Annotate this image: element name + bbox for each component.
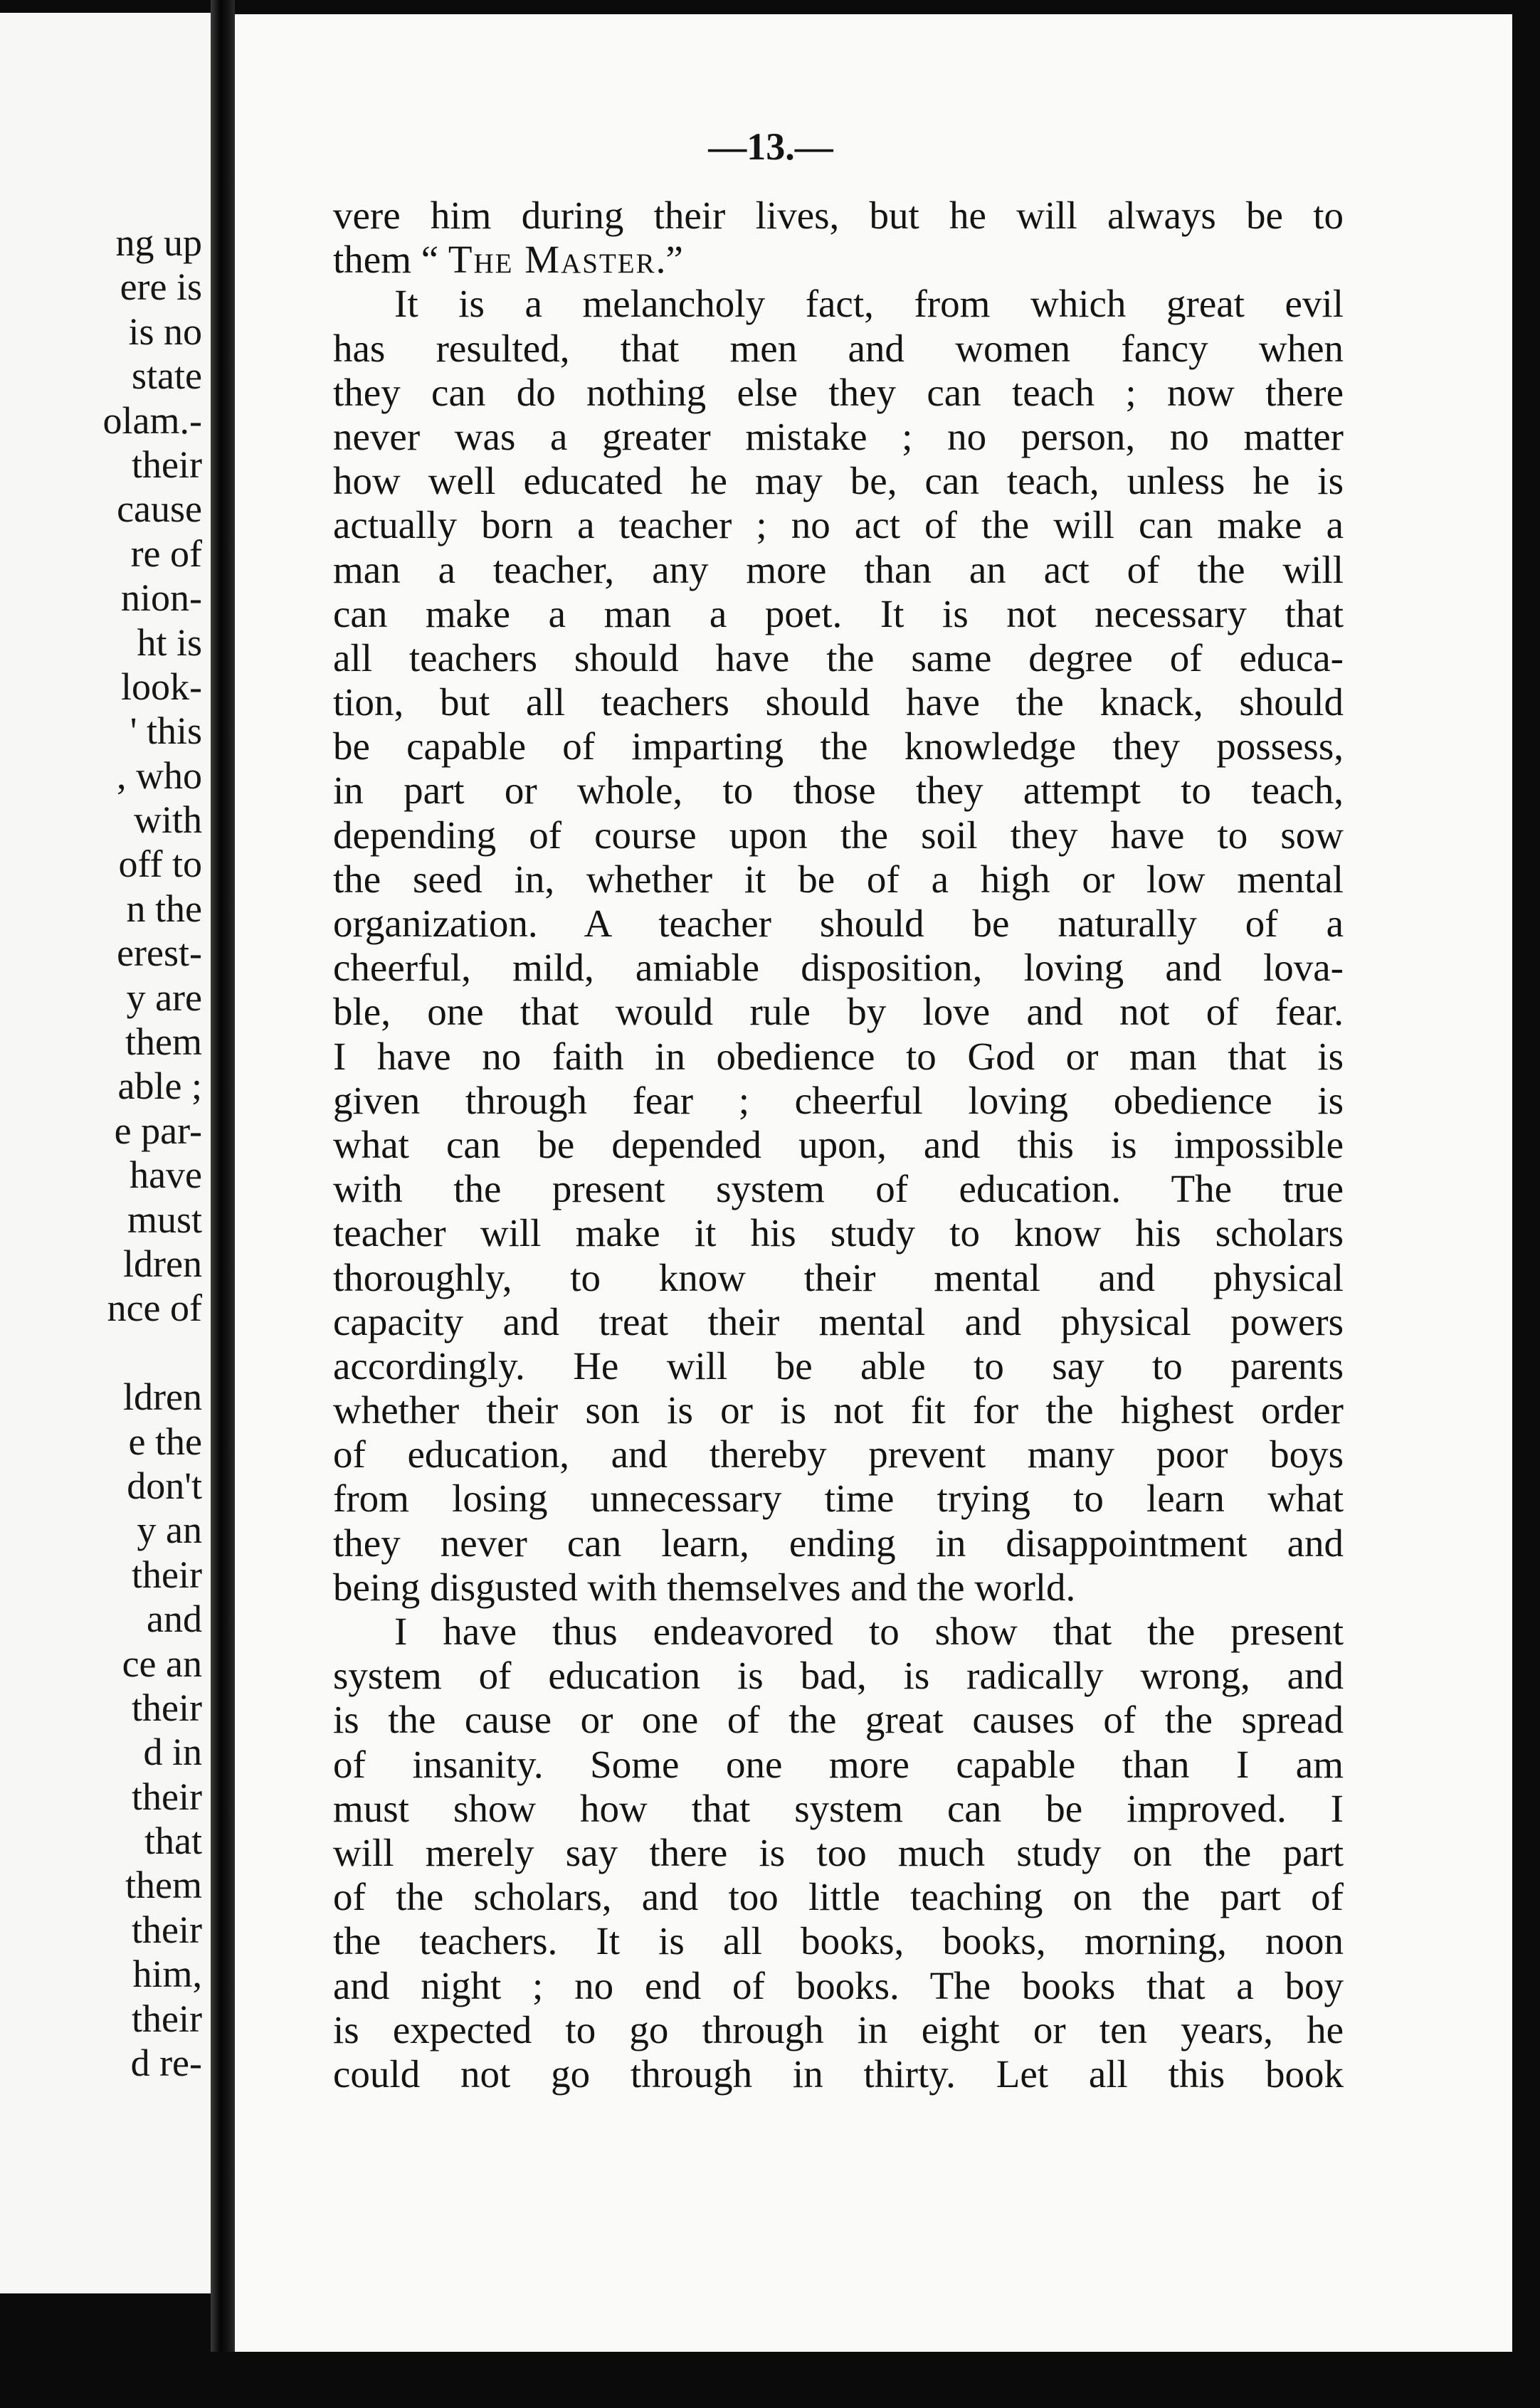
text-line: I have no faith in obedience to God or man that is <box>333 1034 1344 1078</box>
previous-page-line: olam.- <box>102 398 202 442</box>
text-line <box>333 238 1344 282</box>
previous-page-line: their <box>132 443 202 486</box>
text-line: whether their son is or is not fit for the highest order <box>333 1388 1344 1432</box>
text-line: accordingly. He will be able to say to parents <box>333 1343 1344 1388</box>
previous-page-line: ht is <box>137 621 202 664</box>
previous-page-line: off to <box>118 843 202 886</box>
previous-page-line: y are <box>126 976 202 1019</box>
text-line: has resulted, that men and women fancy when <box>333 326 1344 370</box>
text-line: the teachers. It is all books, books, morning, noon <box>333 1919 1344 1963</box>
previous-page-line: their <box>132 1553 202 1596</box>
previous-page-fragment <box>0 13 211 2293</box>
text-line: I have thus endeavored to show that the present <box>394 1610 1344 1653</box>
text-line: the seed in, whether it be of a high or low mental <box>333 857 1344 901</box>
previous-page-line: their <box>132 1775 202 1818</box>
text-line: they never can learn, ending in disappointment and <box>333 1521 1344 1565</box>
previous-page-line: don't <box>127 1464 202 1507</box>
text-line: is the cause or one of the great causes of the spread <box>333 1698 1344 1742</box>
previous-page-line: them <box>125 1020 202 1064</box>
text-line-lead: them “ <box>333 238 448 282</box>
previous-page-line: ldren <box>123 1375 202 1419</box>
previous-page-line: their <box>132 1686 202 1729</box>
text-line: and night ; no end of books. The books that a boy <box>333 1963 1344 2007</box>
text-line: actually born a teacher ; no act of the will can make a <box>333 503 1344 547</box>
previous-page-line: and <box>147 1598 202 1641</box>
text-line-tail: .” <box>655 238 683 282</box>
text-line: tion, but all teachers should have the knack, should <box>333 680 1344 724</box>
previous-page-line: ' this <box>130 709 202 753</box>
text-line: of insanity. Some one more capable than I am <box>333 1742 1344 1786</box>
text-line: from losing unnecessary time trying to learn what <box>333 1477 1344 1521</box>
text-line: they can do nothing else they can teach ; now there <box>333 370 1344 414</box>
text-line: vere him during their lives, but he will always be to <box>333 194 1344 237</box>
previous-page-line: y an <box>137 1509 202 1552</box>
previous-page-line: is no <box>128 310 202 353</box>
page-body-text <box>333 194 1344 2096</box>
text-line: could not go through in thirty. Let all this book <box>333 2051 1344 2096</box>
text-line: can make a man a poet. It is not necessary that <box>333 591 1344 635</box>
text-line: what can be depended upon, and this is impossible <box>333 1122 1344 1166</box>
text-line: given through fear ; cheerful loving obedience is <box>333 1078 1344 1122</box>
the-master-small-caps: The Master <box>448 238 656 282</box>
previous-page-line: d re- <box>130 2042 202 2085</box>
previous-page-line: must <box>127 1198 202 1241</box>
previous-page-line: n the <box>126 887 202 930</box>
previous-page-line: him, <box>132 1953 202 1996</box>
previous-page-line: e par- <box>114 1109 202 1152</box>
previous-page-line: ldren <box>123 1242 202 1285</box>
text-line: man a teacher, any more than an act of the will <box>333 547 1344 591</box>
previous-page-line: ce an <box>122 1642 202 1685</box>
previous-page-line: with <box>133 798 202 842</box>
previous-page-line: them <box>125 1864 202 1907</box>
text-line: be capable of imparting the knowledge they possess, <box>333 724 1344 769</box>
previous-page-line: ere is <box>120 265 202 309</box>
book-gutter <box>211 0 235 2408</box>
previous-page-line: have <box>130 1153 202 1197</box>
text-line: system of education is bad, is radically wrong, and <box>333 1654 1344 1698</box>
previous-page-line: their <box>132 1997 202 2040</box>
text-line: It is a melancholy fact, from which great evil <box>394 282 1344 326</box>
page-number: —13.— <box>708 125 833 168</box>
text-line: is expected to go through in eight or ten years, he <box>333 2007 1344 2051</box>
text-line: never was a greater mistake ; no person, no matter <box>333 414 1344 458</box>
previous-page-line: e the <box>128 1420 202 1463</box>
text-line: being disgusted with themselves and the world. <box>333 1565 1076 1609</box>
previous-page-line: nce of <box>107 1287 202 1330</box>
text-line: capacity and treat their mental and physical powers <box>333 1299 1344 1343</box>
text-line: of education, and thereby prevent many poor boys <box>333 1432 1344 1477</box>
previous-page-line: their <box>132 1908 202 1951</box>
text-line: thoroughly, to know their mental and physical <box>333 1255 1344 1299</box>
previous-page-line: cause <box>117 487 202 531</box>
previous-page-line: erest- <box>117 931 202 975</box>
text-line: all teachers should have the same degree of educa- <box>333 635 1344 680</box>
previous-page-line: d in <box>143 1731 202 1774</box>
text-line: how well educated he may be, can teach, unless he is <box>333 459 1344 503</box>
text-line: cheerful, mild, amiable disposition, loving and lova- <box>333 946 1344 990</box>
previous-page-line: that <box>144 1820 202 1863</box>
text-line: depending of course upon the soil they have to sow <box>333 813 1344 857</box>
previous-page-line: state <box>132 354 202 398</box>
previous-page-line: able ; <box>117 1065 202 1108</box>
previous-page-line: re of <box>130 532 202 575</box>
text-line: must show how that system can be improved. I <box>333 1786 1344 1830</box>
previous-page-line: nion- <box>121 576 202 620</box>
text-line: teacher will make it his study to know his scholars <box>333 1211 1344 1255</box>
previous-page-line: , who <box>117 754 202 797</box>
text-line: will merely say there is too much study on the part <box>333 1830 1344 1874</box>
previous-page-line: ng up <box>115 221 202 264</box>
previous-page-text <box>103 221 202 2085</box>
text-line: organization. A teacher should be naturally of a <box>333 902 1344 945</box>
previous-page-line: look- <box>121 665 202 708</box>
previous-page-line <box>103 1331 202 1375</box>
text-line: in part or whole, to those they attempt to teach, <box>333 769 1344 813</box>
text-line: of the scholars, and too little teaching on the part of <box>333 1875 1344 1919</box>
text-line: with the present system of education. The true <box>333 1167 1344 1211</box>
text-line: ble, one that would rule by love and not of fear. <box>333 990 1344 1034</box>
scan-border <box>0 2352 1540 2408</box>
